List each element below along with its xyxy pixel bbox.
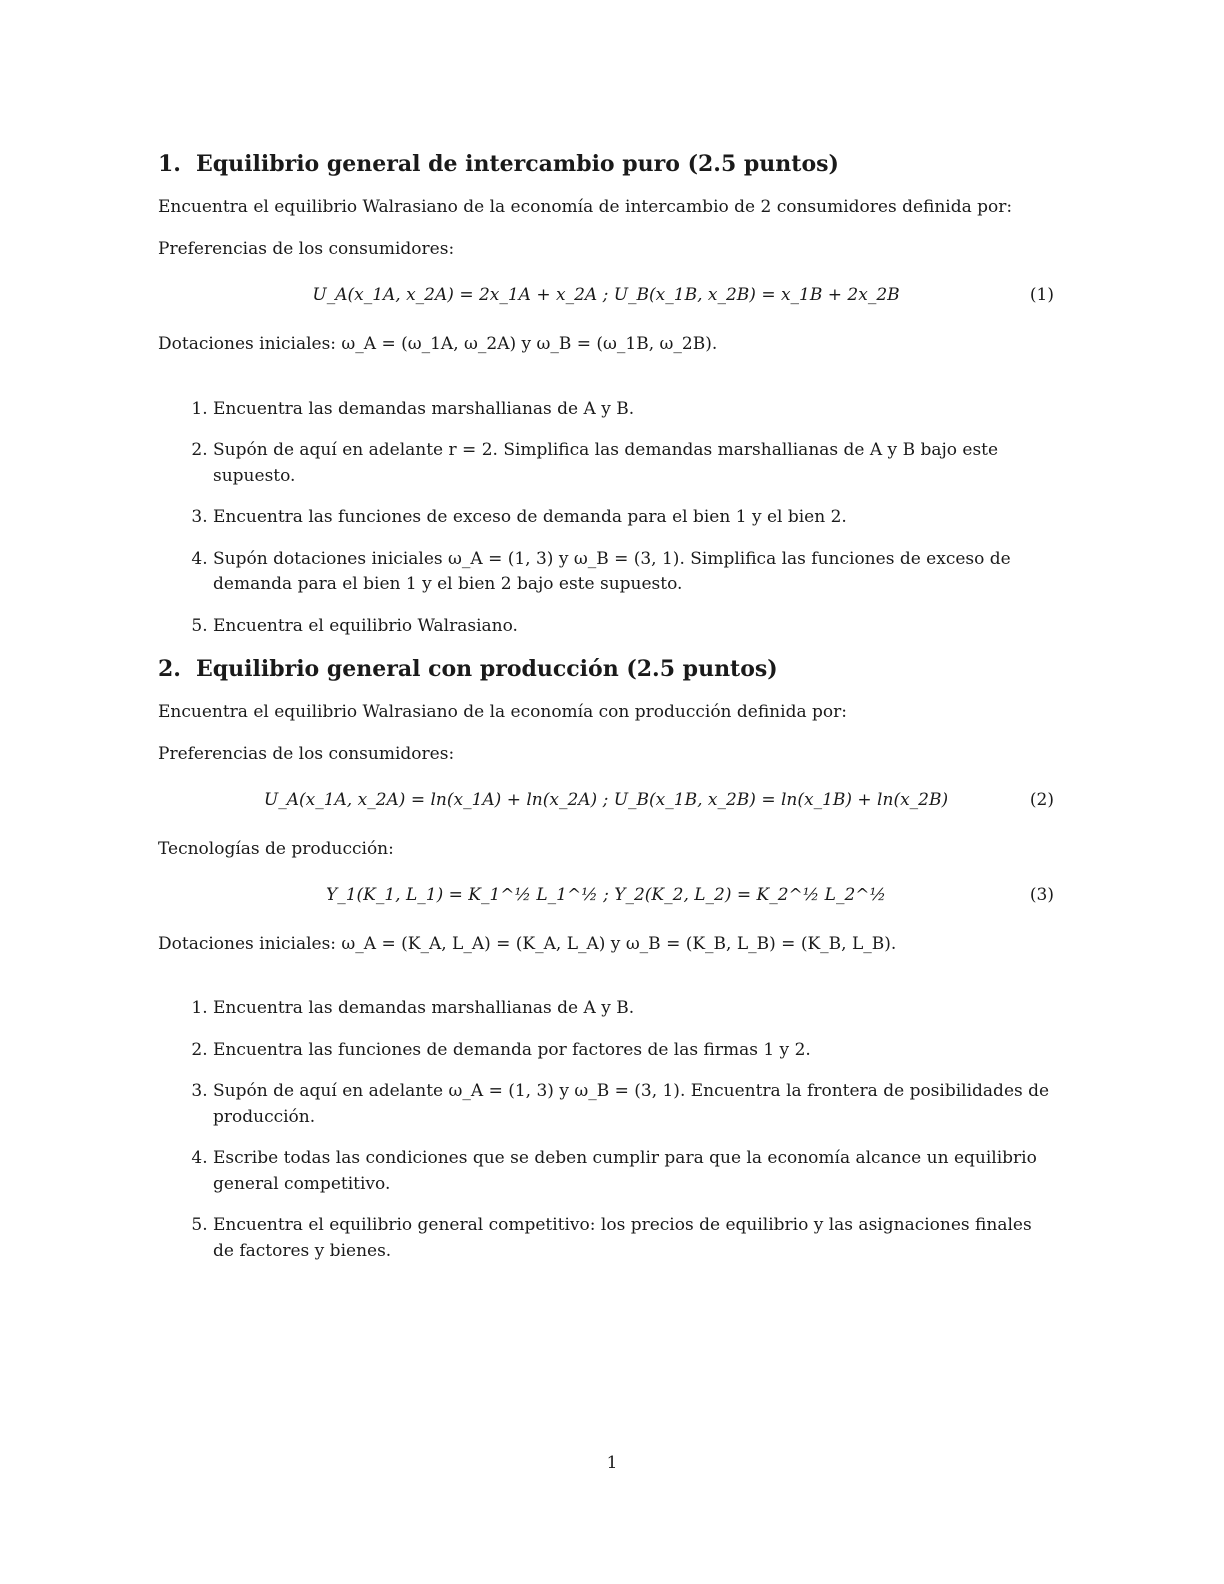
section-1-question-list (158, 397, 1054, 640)
section-2-endowments: Dotaciones iniciales: ω_A = (K_A, L_A) = (K_A, L_A) y ω_B = (K_B, L_B) = (K_B, L_B). (158, 933, 897, 954)
section-1-item-5: 5. Encuentra el equilibrio Walrasiano. (213, 614, 1054, 640)
section-2-question-list (158, 996, 1054, 1264)
section-2-technology-label: Tecnologías de producción: (158, 838, 394, 859)
section-2-utility-equation (158, 785, 1054, 815)
section-1-equation-text: U_A(x_1A, x_2A) = 2x_1A + x_2A ; U_B(x_1B, x_2B) = x_1B + 2x_2B (312, 284, 900, 305)
section-2-preferences-label: Preferencias de los consumidores: (158, 744, 455, 765)
section-2-number: 2. (158, 656, 181, 683)
section-1-item-4: 4. Supón dotaciones iniciales ω_A = (1, 3) y ω_B = (3, 1). Simplifica las funciones de exceso de demanda para el bien 1 y el bien 2 bajo este supuesto. (213, 547, 1054, 598)
section-1-number: 1. (158, 151, 181, 177)
section-1-utility-equation (158, 280, 1054, 310)
section-1-intro: Encuentra el equilibrio Walrasiano de la economía de intercambio de 2 consumidores definida por: (158, 196, 1013, 217)
section-2-heading (158, 655, 1054, 684)
section-1-endowments: Dotaciones iniciales: ω_A = (ω_1A, ω_2A) y ω_B = (ω_1B, ω_2B). (158, 333, 718, 354)
section-2-equation-text: U_A(x_1A, x_2A) = ln(x_1A) + ln(x_2A) ; U_B(x_1B, x_2B) = ln(x_1B) + ln(x_2B) (263, 789, 949, 810)
document-page (158, 150, 1054, 1280)
section-1-title: Equilibrio general de intercambio puro (2.5 puntos) (196, 151, 839, 177)
section-1-preferences-label: Preferencias de los consumidores: (158, 239, 455, 260)
section-2-item-1: 1. Encuentra las demandas marshallianas de A y B. (213, 996, 1054, 1022)
section-1-item-2: 2. Supón de aquí en adelante r = 2. Simplifica las demandas marshallianas de A y B bajo este supuesto. (213, 438, 1054, 489)
section-2-item-4: 4. Escribe todas las condiciones que se deben cumplir para que la economía alcance un equilibrio general competitivo. (213, 1146, 1054, 1197)
section-2-item-5: 5. Encuentra el equilibrio general competitivo: los precios de equilibrio y las asignaciones finales de factores y bienes. (213, 1213, 1054, 1264)
section-2-intro: Encuentra el equilibrio Walrasiano de la economía con producción definida por: (158, 701, 847, 722)
section-2-equation-number: (2) (1029, 789, 1054, 810)
page-number: 1 (606, 1453, 618, 1473)
section-1-equation-number: (1) (1029, 284, 1054, 305)
section-1-item-3: 3. Encuentra las funciones de exceso de demanda para el bien 1 y el bien 2. (213, 505, 1054, 531)
section-2-item-2: 2. Encuentra las funciones de demanda por factores de las firmas 1 y 2. (213, 1038, 1054, 1064)
section-2-production-equation (158, 880, 1054, 910)
section-1-heading (158, 150, 1054, 179)
section-2-item-3: 3. Supón de aquí en adelante ω_A = (1, 3) y ω_B = (3, 1). Encuentra la frontera de posibilidades de producción. (213, 1079, 1054, 1130)
section-1-item-1: 1. Encuentra las demandas marshallianas de A y B. (213, 397, 1054, 423)
section-2-production-number: (3) (1029, 884, 1054, 905)
section-2-production-text: Y_1(K_1, L_1) = K_1^½ L_1^½ ; Y_2(K_2, L_2) = K_2^½ L_2^½ (325, 884, 887, 905)
section-2-title: Equilibrio general con producción (2.5 puntos) (196, 656, 778, 683)
